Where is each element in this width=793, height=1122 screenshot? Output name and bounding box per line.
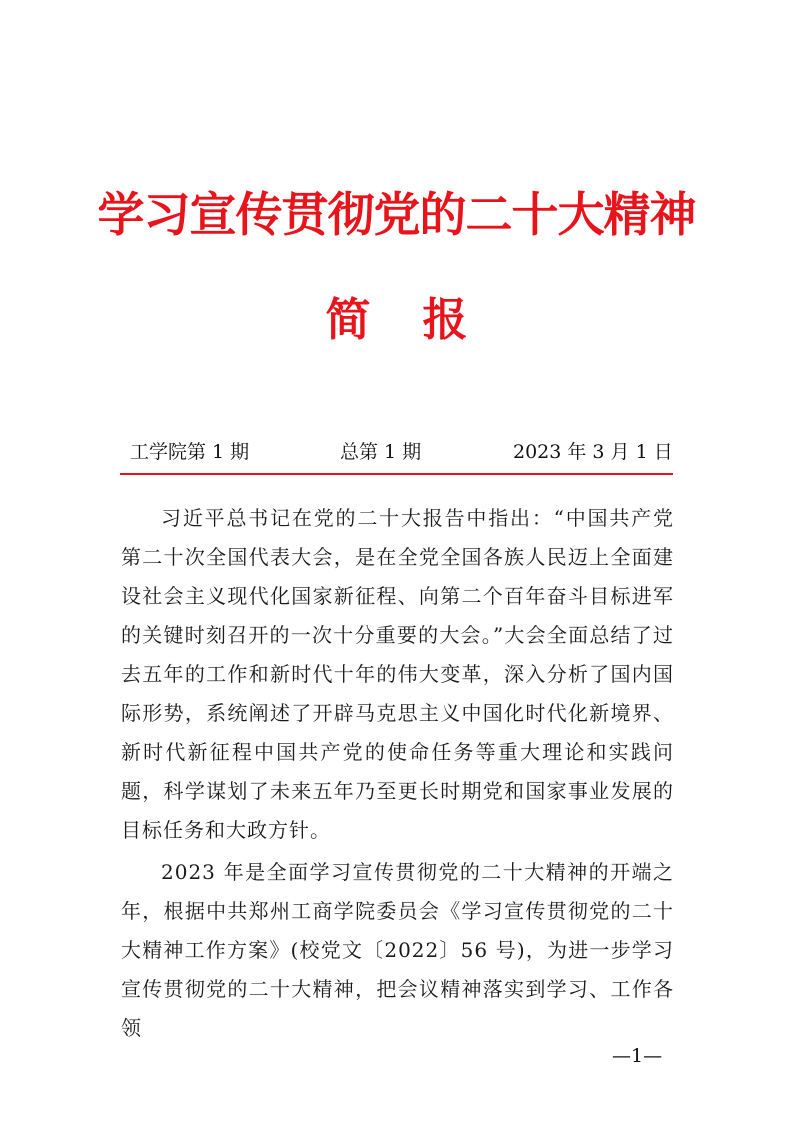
masthead-title: 学习宣传贯彻党的二十大精神 bbox=[97, 188, 696, 243]
paragraph: 习近平总书记在党的二十大报告中指出：“中国共产党第二十次全国代表大会，是在全党全国各族人民迈上全面建设社会主义现代化国家新征程、向第二个百年奋斗目标进军的关键时刻召开的一次十分重要的大会。”大会全面总结了过去五年的工作和新时代十年的伟大变革，深入分析了国内国际形势，系统阐述了开辟马克思主义中国化时代化新境界、新时代新征程中国共产党的使命任务等重大理论和实践问题，科学谋划了未来五年乃至更长时期党和国家事业发展的目标任务和大政方针。 bbox=[121, 506, 674, 842]
issue-total: 总第 1 期 bbox=[340, 441, 422, 463]
masthead-subtitle: 简报 bbox=[325, 293, 520, 346]
page-number: —1— bbox=[612, 1045, 663, 1067]
issue-college: 工学院第 1 期 bbox=[130, 441, 250, 463]
issue-date: 2023 年 3 月 1 日 bbox=[513, 441, 673, 463]
paragraph: 2023 年是全面学习宣传贯彻党的二十大精神的开端之年，根据中共郑州工商学院委员会《学习宣传贯彻党的二十大精神工作方案》(校党文〔2022〕56 号)，为进一步学习宣传贯彻党的二十大精神，把会议精神落实到学习、工作各领 bbox=[121, 860, 674, 1040]
red-divider bbox=[120, 473, 673, 475]
body-text bbox=[121, 499, 674, 1048]
